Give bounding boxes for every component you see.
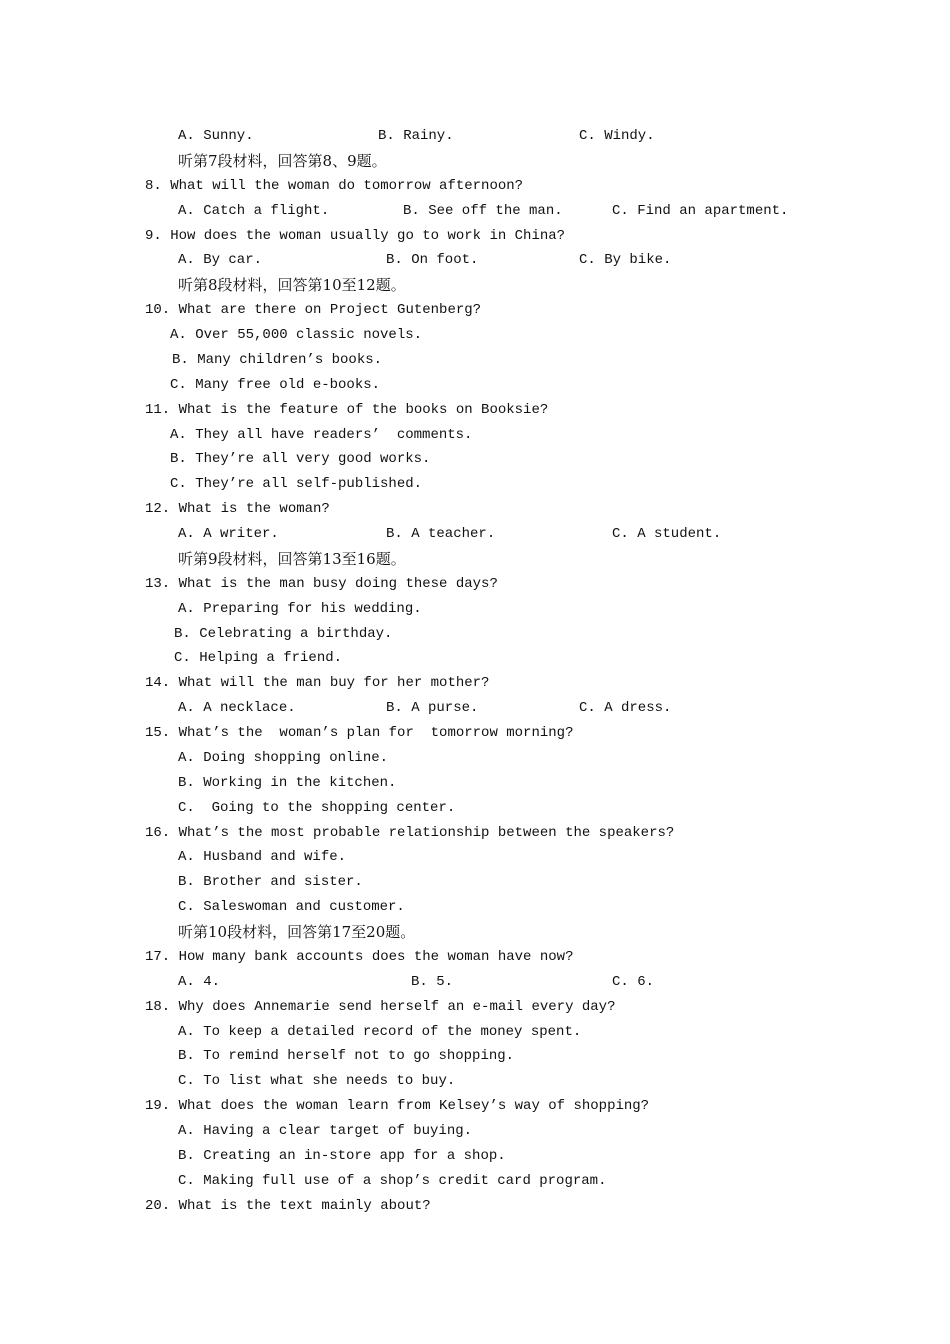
q13-option-a-row	[0, 597, 950, 622]
section-7-instruction-row	[0, 149, 950, 174]
q9-stem: 9. How does the woman usually go to work in China?	[145, 227, 566, 244]
q11-stem-row	[0, 398, 950, 423]
section-8-instruction-row	[0, 273, 950, 298]
q10-stem-row	[0, 298, 950, 323]
q14-option-b: B. A purse.	[386, 700, 479, 717]
q13-option-b: B. Celebrating a birthday.	[174, 625, 393, 642]
q14-option-a: A. A necklace.	[178, 700, 296, 717]
q20-stem: 20. What is the text mainly about?	[145, 1197, 431, 1214]
q7-option-c: C. Windy.	[579, 128, 655, 144]
q17-option-a: A. 4.	[178, 973, 221, 990]
q9-stem-row	[0, 224, 950, 249]
q18-option-a: A. To keep a detailed record of the money spent.	[178, 1023, 582, 1040]
q8-stem: 8. What will the woman do tomorrow afternoon?	[145, 177, 524, 194]
q15-option-a-row	[0, 746, 950, 771]
q11-option-b: B. They’re all very good works.	[170, 451, 431, 468]
q17-stem-row	[0, 945, 950, 970]
q13-option-a: A. Preparing for his wedding.	[178, 600, 422, 617]
section-10-instruction-row	[0, 920, 950, 945]
q18-option-c: C. To list what she needs to buy.	[178, 1073, 456, 1090]
q19-option-c: C. Making full use of a shop’s credit card program.	[178, 1172, 607, 1189]
q10-option-a: A. Over 55,000 classic novels.	[170, 327, 423, 343]
q11-option-c: C. They’re all self-published.	[170, 476, 423, 493]
q7-option-b: B. Rainy.	[378, 128, 454, 144]
q17-stem: 17. How many bank accounts does the woman have now?	[145, 948, 574, 965]
section-7-instruction: 听第7段材料，回答第8、9题。	[178, 151, 387, 170]
q18-stem-row	[0, 995, 950, 1020]
q12-option-b: B. A teacher.	[386, 526, 496, 542]
q16-option-b-row	[0, 870, 950, 895]
q10-option-c-row	[0, 373, 950, 398]
q7-options-row	[0, 124, 950, 149]
q19-option-b-row	[0, 1144, 950, 1169]
q12-stem-row	[0, 497, 950, 522]
q10-option-c: C. Many free old e-books.	[170, 376, 381, 393]
q9-option-a: A. By car.	[178, 252, 263, 269]
q12-options-row	[0, 522, 950, 547]
q19-option-a-row	[0, 1119, 950, 1144]
q16-option-a-row	[0, 845, 950, 870]
q19-stem-row	[0, 1094, 950, 1119]
q8-option-a: A. Catch a flight.	[178, 202, 330, 219]
q13-option-c-row	[0, 646, 950, 671]
q10-option-a-row	[0, 323, 950, 348]
q15-option-b-row	[0, 771, 950, 796]
q16-option-c-row	[0, 895, 950, 920]
q14-options-row	[0, 696, 950, 721]
q10-option-b-row	[0, 348, 950, 373]
q11-option-a: A. They all have readers’ comments.	[170, 426, 473, 443]
q15-option-c-row	[0, 796, 950, 821]
q16-stem: 16. What’s the most probable relationship between the speakers?	[145, 824, 675, 841]
q12-option-c: C. A student.	[612, 526, 722, 542]
q8-option-c: C. Find an apartment.	[612, 202, 789, 219]
q15-option-b: B. Working in the kitchen.	[178, 774, 397, 791]
q14-stem: 14. What will the man buy for her mother?	[145, 675, 490, 692]
q16-option-c: C. Saleswoman and customer.	[178, 899, 405, 916]
q15-stem: 15. What’s the woman’s plan for tomorrow morning?	[145, 725, 574, 741]
q18-option-a-row	[0, 1020, 950, 1045]
q18-option-c-row	[0, 1069, 950, 1094]
q10-option-b: B. Many children’s books.	[172, 351, 383, 368]
q10-stem: 10. What are there on Project Gutenberg?	[145, 302, 482, 319]
section-9-instruction: 听第9段材料，回答第13至16题。	[178, 549, 406, 568]
q13-stem-row	[0, 572, 950, 597]
q11-option-b-row	[0, 447, 950, 472]
q11-stem: 11. What is the feature of the books on Booksie?	[145, 401, 549, 418]
q11-option-a-row	[0, 423, 950, 448]
q19-option-c-row	[0, 1169, 950, 1194]
q19-option-a: A. Having a clear target of buying.	[178, 1123, 473, 1139]
q12-stem: 12. What is the woman?	[145, 501, 330, 518]
q20-stem-row	[0, 1194, 950, 1219]
q15-stem-row	[0, 721, 950, 746]
q17-option-b: B. 5.	[411, 973, 454, 990]
q18-option-b-row	[0, 1044, 950, 1069]
q13-option-b-row	[0, 622, 950, 647]
q19-stem: 19. What does the woman learn from Kelsey’s way of shopping?	[145, 1098, 650, 1115]
q15-option-c: C. Going to the shopping center.	[178, 799, 456, 816]
q9-option-b: B. On foot.	[386, 252, 479, 269]
q14-stem-row	[0, 671, 950, 696]
q12-option-a: A. A writer.	[178, 526, 279, 542]
section-9-instruction-row	[0, 547, 950, 572]
q16-option-a: A. Husband and wife.	[178, 849, 347, 866]
q13-stem: 13. What is the man busy doing these days?	[145, 575, 498, 592]
q7-option-a: A. Sunny.	[178, 128, 254, 144]
q16-option-b: B. Brother and sister.	[178, 874, 363, 891]
q16-stem-row	[0, 821, 950, 846]
section-8-instruction: 听第8段材料，回答第10至12题。	[178, 276, 406, 295]
q14-option-c: C. A dress.	[579, 700, 672, 717]
q17-options-row	[0, 970, 950, 995]
q8-stem-row	[0, 174, 950, 199]
q9-options-row	[0, 248, 950, 273]
q15-option-a: A. Doing shopping online.	[178, 749, 389, 766]
q19-option-b: B. Creating an in-store app for a shop.	[178, 1147, 506, 1164]
q18-stem: 18. Why does Annemarie send herself an e-mail every day?	[145, 998, 616, 1015]
q17-option-c: C. 6.	[612, 973, 655, 990]
q8-options-row	[0, 199, 950, 224]
section-10-instruction: 听第10段材料，回答第17至20题。	[178, 923, 416, 941]
q11-option-c-row	[0, 472, 950, 497]
q8-option-b: B. See off the man.	[403, 202, 563, 219]
q13-option-c: C. Helping a friend.	[174, 650, 343, 667]
q18-option-b: B. To remind herself not to go shopping.	[178, 1048, 515, 1065]
q9-option-c: C. By bike.	[579, 252, 672, 269]
